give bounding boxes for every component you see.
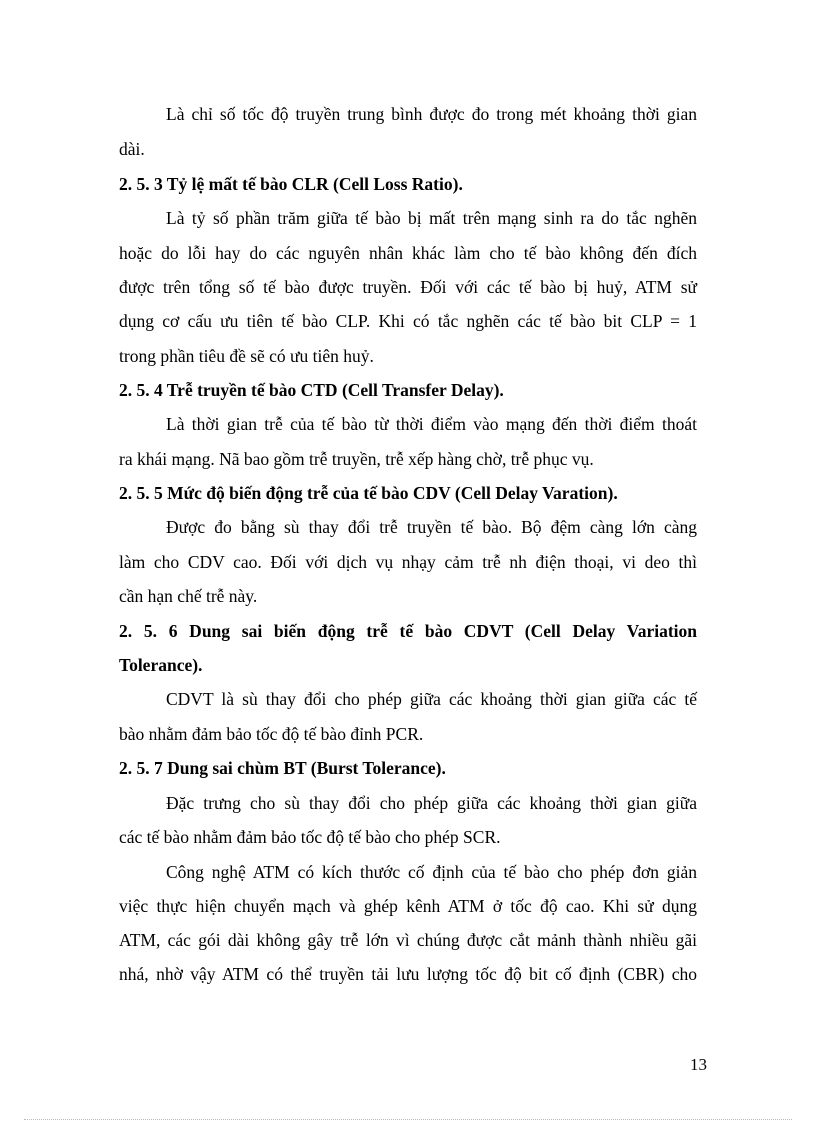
paragraph-line: hoặc do lỗi hay do các nguyên nhân khác làm cho tế bào không đến đích [119, 243, 697, 263]
paragraph-line: ra khái mạng. Nã bao gồm trễ truyền, trễ xếp hàng chờ, trễ phục vụ. [119, 449, 594, 469]
paragraph-line: Là chỉ số tốc độ truyền trung bình được đo trong mét khoảng thời gian [166, 104, 697, 124]
paragraph-line: Công nghệ ATM có kích thước cố định của tế bào cho phép đơn giản [166, 862, 697, 882]
paragraph-line: được trên tổng số tế bào được truyền. Đối với các tế bào bị huỷ, ATM sử [119, 277, 697, 297]
paragraph-line: dài. [119, 139, 145, 159]
page-bottom-rule [24, 1119, 792, 1120]
section-heading-2-5-5: 2. 5. 5 Mức độ biến động trễ của tế bào CDV (Cell Delay Varation). [119, 483, 618, 503]
paragraph-line: Là thời gian trễ của tế bào từ thời điểm vào mạng đến thời điểm thoát [166, 414, 697, 434]
paragraph-line: CDVT là sù thay đổi cho phép giữa các khoảng thời gian giữa các tế [166, 689, 697, 709]
section-heading-2-5-7: 2. 5. 7 Dung sai chùm BT (Burst Tolerance). [119, 758, 446, 778]
paragraph-line: làm cho CDV cao. Đối với dịch vụ nhạy cảm trễ nh điện thoại, vi deo thì [119, 552, 697, 572]
page-number: 13 [690, 1055, 707, 1074]
paragraph-line: Đặc trưng cho sù thay đổi cho phép giữa các khoảng thời gian giữa [166, 793, 697, 813]
paragraph-line: ATM, các gói dài không gây trễ lớn vì chúng được cắt mảnh thành nhiều gãi [119, 930, 697, 950]
paragraph-line: cần hạn chế trễ này. [119, 586, 258, 606]
paragraph-line: việc thực hiện chuyển mạch và ghép kênh ATM ở tốc độ cao. Khi sử dụng [119, 896, 697, 916]
section-heading-2-5-3: 2. 5. 3 Tỷ lệ mất tế bào CLR (Cell Loss Ratio). [119, 174, 463, 194]
section-heading-2-5-6-cont: Tolerance). [119, 655, 203, 675]
paragraph-line: Là tỷ số phần trăm giữa tế bào bị mất trên mạng sinh ra do tắc nghẽn [166, 208, 697, 228]
paragraph-line: các tế bào nhằm đảm bảo tốc độ tế bào cho phép SCR. [119, 827, 501, 847]
section-heading-2-5-4: 2. 5. 4 Trễ truyền tế bào CTD (Cell Transfer Delay). [119, 380, 504, 400]
section-heading-2-5-6: 2. 5. 6 Dung sai biến động trễ tế bào CDVT (Cell Delay Variation [119, 621, 697, 641]
paragraph-line: trong phần tiêu đề sẽ có ưu tiên huỷ. [119, 346, 374, 366]
paragraph-line: Được đo bằng sù thay đổi trễ truyền tế bào. Bộ đệm càng lớn càng [166, 517, 697, 537]
paragraph-line: dụng cơ cấu ưu tiên tế bào CLP. Khi có tắc nghẽn các tế bào bit CLP = 1 [119, 311, 697, 331]
paragraph-line: nhá, nhờ vậy ATM có thể truyền tải lưu lượng tốc độ bit cố định (CBR) cho [119, 964, 697, 984]
paragraph-line: bào nhằm đảm bảo tốc độ tế bào đỉnh PCR. [119, 724, 424, 744]
